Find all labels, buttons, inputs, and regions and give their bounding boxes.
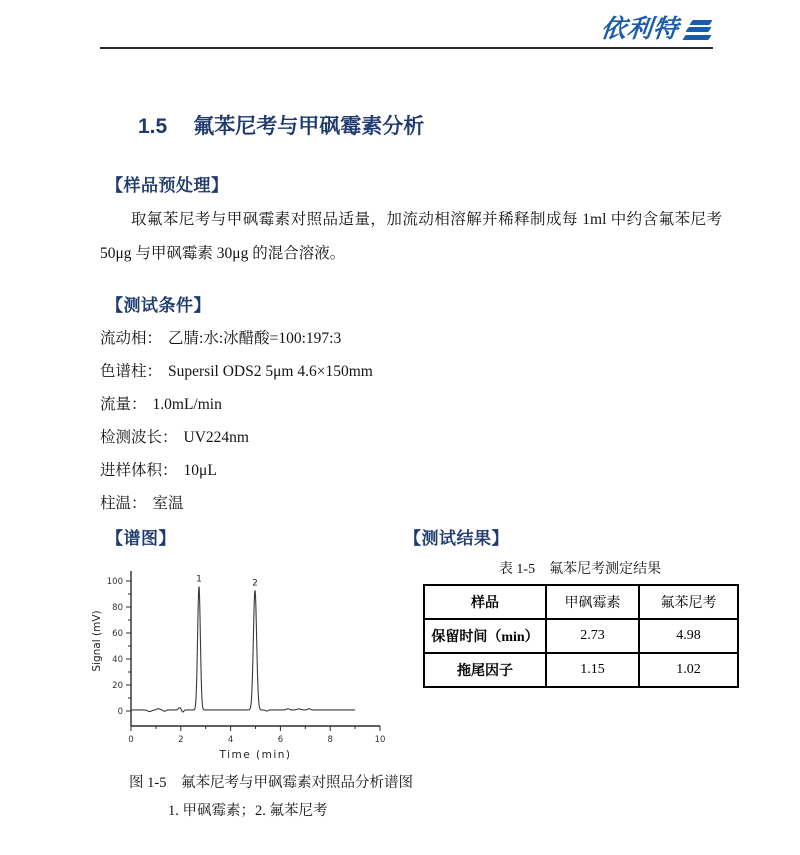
svg-text:80: 80 bbox=[112, 603, 123, 613]
svg-text:6: 6 bbox=[277, 735, 284, 745]
table-header-thiamphenicol: 甲砜霉素 bbox=[546, 585, 639, 619]
condition-label: 流动相： bbox=[100, 330, 163, 347]
condition-value: 10μL bbox=[183, 462, 217, 479]
heading-test-results: 【测试结果】 bbox=[404, 529, 509, 548]
table-row-label: 保留时间（min） bbox=[424, 619, 546, 653]
table-row-retention-time bbox=[424, 619, 738, 653]
condition-column bbox=[100, 355, 373, 388]
chromatogram-figure bbox=[88, 563, 398, 768]
svg-text:100: 100 bbox=[106, 577, 123, 587]
condition-column-temp bbox=[100, 487, 373, 520]
heading-test-conditions: 【测试条件】 bbox=[106, 296, 211, 315]
condition-injection-volume bbox=[100, 454, 373, 487]
table-cell: 4.98 bbox=[639, 619, 738, 653]
section-number: 1.5 bbox=[138, 115, 168, 138]
svg-text:20: 20 bbox=[112, 681, 123, 691]
x-axis-label: Time (min) bbox=[219, 749, 292, 761]
figure-caption: 图 1-5 氟苯尼考与甲砜霉素对照品分析谱图 bbox=[129, 775, 413, 791]
peak-label: 1 bbox=[196, 574, 202, 585]
svg-text:60: 60 bbox=[112, 629, 123, 639]
condition-wavelength bbox=[100, 421, 373, 454]
condition-label: 检测波长： bbox=[100, 429, 178, 446]
section-title-text: 氟苯尼考与甲砜霉素分析 bbox=[193, 114, 425, 138]
triple-bar-icon bbox=[684, 16, 711, 43]
svg-text:10: 10 bbox=[374, 735, 386, 745]
condition-label: 柱温： bbox=[100, 495, 147, 512]
table-row-tailing-factor bbox=[424, 653, 738, 687]
conditions-list bbox=[100, 322, 373, 520]
table-cell: 1.15 bbox=[546, 653, 639, 687]
svg-text:0: 0 bbox=[128, 735, 134, 745]
condition-label: 流量： bbox=[100, 396, 147, 413]
y-axis-label: Signal (mV) bbox=[91, 610, 103, 672]
condition-value: Supersil ODS2 5μm 4.6×150mm bbox=[168, 363, 373, 380]
page-title bbox=[138, 110, 424, 140]
svg-text:2: 2 bbox=[178, 735, 184, 745]
heading-sample-prep: 【样品预处理】 bbox=[106, 176, 229, 195]
condition-label: 进样体积： bbox=[100, 462, 178, 479]
peak-label: 2 bbox=[252, 578, 258, 589]
heading-chromatogram: 【谱图】 bbox=[106, 529, 176, 548]
condition-value: 乙腈:水:冰醋酸=100:197:3 bbox=[168, 330, 342, 347]
figure-peak-legend: 1. 甲砜霉素；2. 氟苯尼考 bbox=[168, 803, 328, 819]
table-caption: 表 1-5 氟苯尼考测定结果 bbox=[498, 562, 662, 577]
table-row-label: 拖尾因子 bbox=[424, 653, 546, 687]
brand-logo-text: 依利特 bbox=[599, 15, 681, 43]
chromatogram-chart bbox=[88, 563, 398, 768]
brand-logo bbox=[601, 12, 716, 46]
condition-flow-rate bbox=[100, 388, 373, 421]
table-header-florfenicol: 氟苯尼考 bbox=[639, 585, 738, 619]
svg-text:0: 0 bbox=[117, 707, 123, 717]
condition-value: 室温 bbox=[152, 495, 184, 512]
sample-prep-paragraph: 取氟苯尼考与甲砜霉素对照品适量，加流动相溶解并稀释制成每 1ml 中约含氟苯尼考 50μg 与甲砜霉素 30μg 的混合溶液。 bbox=[100, 211, 722, 262]
header-divider bbox=[100, 47, 713, 49]
table-header-row bbox=[424, 585, 738, 619]
table-header-sample: 样品 bbox=[424, 585, 546, 619]
condition-value: UV224nm bbox=[183, 429, 249, 446]
results-table bbox=[423, 584, 739, 688]
condition-mobile-phase bbox=[100, 322, 373, 355]
svg-text:40: 40 bbox=[112, 655, 123, 665]
svg-text:8: 8 bbox=[327, 735, 333, 745]
table-cell: 1.02 bbox=[639, 653, 738, 687]
svg-text:4: 4 bbox=[227, 735, 234, 745]
table-cell: 2.73 bbox=[546, 619, 639, 653]
condition-label: 色谱柱： bbox=[100, 363, 163, 380]
chromatogram-trace bbox=[131, 586, 355, 712]
condition-value: 1.0mL/min bbox=[152, 396, 222, 413]
